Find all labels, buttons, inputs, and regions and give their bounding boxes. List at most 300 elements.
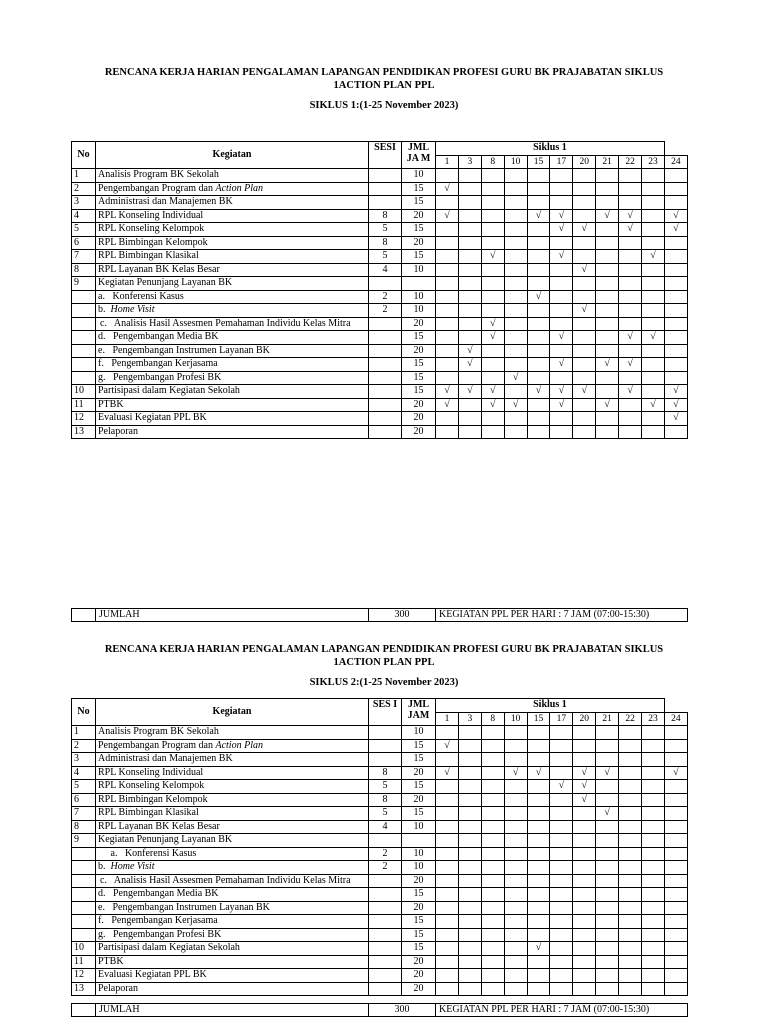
day-cell bbox=[436, 317, 459, 331]
day-cell bbox=[573, 425, 596, 439]
row-number: 9 bbox=[72, 277, 96, 291]
header-day: 17 bbox=[550, 155, 573, 169]
day-cell bbox=[527, 277, 550, 291]
row-number: 13 bbox=[72, 982, 96, 996]
row-activity-label: Analisis Program BK Sekolah bbox=[98, 726, 219, 738]
table-row bbox=[72, 304, 688, 318]
row-activity-label: Kegiatan Penunjang Layanan BK bbox=[98, 277, 233, 289]
day-cell bbox=[619, 317, 642, 331]
row-number: 8 bbox=[72, 820, 96, 834]
table-row bbox=[72, 196, 688, 210]
cycle-1-total-row bbox=[71, 608, 688, 622]
day-cell bbox=[481, 304, 504, 318]
row-sesi bbox=[369, 331, 402, 345]
row-activity-label: RPL Konseling Kelompok bbox=[98, 223, 205, 235]
day-cell bbox=[573, 290, 596, 304]
day-cell bbox=[642, 942, 665, 956]
day-cell bbox=[458, 331, 481, 345]
row-jml-jam bbox=[402, 834, 436, 848]
row-activity bbox=[96, 901, 369, 915]
row-sesi bbox=[369, 874, 402, 888]
day-cell bbox=[550, 317, 573, 331]
row-activity bbox=[96, 861, 369, 875]
row-number: 3 bbox=[72, 196, 96, 210]
day-cell bbox=[619, 982, 642, 996]
day-cell bbox=[481, 358, 504, 372]
row-number bbox=[72, 901, 96, 915]
day-cell bbox=[642, 834, 665, 848]
day-cell bbox=[573, 982, 596, 996]
day-cell bbox=[642, 277, 665, 291]
row-sesi bbox=[369, 371, 402, 385]
day-cell bbox=[642, 820, 665, 834]
day-cell bbox=[664, 304, 687, 318]
row-activity bbox=[96, 982, 369, 996]
day-cell bbox=[504, 928, 527, 942]
table-row bbox=[72, 820, 688, 834]
check-mark-icon: √ bbox=[550, 385, 573, 399]
row-sesi: 8 bbox=[369, 766, 402, 780]
check-mark-icon: √ bbox=[664, 412, 687, 426]
day-cell bbox=[458, 236, 481, 250]
day-cell bbox=[619, 874, 642, 888]
day-cell bbox=[664, 793, 687, 807]
check-mark-icon: √ bbox=[664, 766, 687, 780]
day-cell bbox=[458, 425, 481, 439]
day-cell bbox=[550, 425, 573, 439]
day-cell bbox=[619, 915, 642, 929]
day-cell bbox=[573, 317, 596, 331]
row-jml-jam: 10 bbox=[402, 304, 436, 318]
day-cell bbox=[504, 196, 527, 210]
day-cell bbox=[619, 425, 642, 439]
day-cell bbox=[642, 412, 665, 426]
day-cell bbox=[504, 753, 527, 767]
check-mark-icon: √ bbox=[481, 317, 504, 331]
header-no: No bbox=[72, 142, 96, 169]
day-cell bbox=[481, 915, 504, 929]
table-row bbox=[72, 793, 688, 807]
table-row bbox=[72, 209, 688, 223]
day-cell bbox=[596, 982, 619, 996]
day-cell bbox=[596, 739, 619, 753]
day-cell bbox=[481, 371, 504, 385]
day-cell bbox=[619, 263, 642, 277]
day-cell bbox=[550, 182, 573, 196]
day-cell bbox=[619, 726, 642, 740]
header-day: 24 bbox=[664, 155, 687, 169]
day-cell bbox=[436, 901, 459, 915]
day-cell bbox=[619, 780, 642, 794]
day-cell bbox=[550, 412, 573, 426]
check-mark-icon: √ bbox=[642, 250, 665, 264]
check-mark-icon: √ bbox=[436, 766, 459, 780]
day-cell bbox=[573, 847, 596, 861]
header-day: 17 bbox=[550, 712, 573, 726]
day-cell bbox=[527, 398, 550, 412]
row-sesi: 2 bbox=[369, 290, 402, 304]
day-cell bbox=[504, 955, 527, 969]
day-cell bbox=[436, 250, 459, 264]
day-cell bbox=[642, 169, 665, 183]
row-jml-jam: 15 bbox=[402, 753, 436, 767]
row-activity-label: RPL Bimbingan Klasikal bbox=[98, 807, 199, 819]
day-cell bbox=[481, 290, 504, 304]
header-sesi: SESI bbox=[369, 142, 402, 169]
check-mark-icon: √ bbox=[436, 385, 459, 399]
header-day: 20 bbox=[573, 712, 596, 726]
day-cell bbox=[664, 425, 687, 439]
check-mark-icon: √ bbox=[573, 793, 596, 807]
check-mark-icon: √ bbox=[664, 223, 687, 237]
day-cell bbox=[596, 793, 619, 807]
day-cell bbox=[573, 344, 596, 358]
day-cell bbox=[481, 196, 504, 210]
row-jml-jam: 15 bbox=[402, 739, 436, 753]
row-jml-jam: 15 bbox=[402, 196, 436, 210]
check-mark-icon: √ bbox=[527, 209, 550, 223]
day-cell bbox=[458, 304, 481, 318]
day-cell bbox=[481, 874, 504, 888]
day-cell bbox=[596, 344, 619, 358]
day-cell bbox=[527, 901, 550, 915]
day-cell bbox=[527, 982, 550, 996]
row-activity bbox=[96, 726, 369, 740]
day-cell bbox=[481, 969, 504, 983]
row-sesi: 8 bbox=[369, 209, 402, 223]
header-siklus-group: Siklus 1 bbox=[436, 142, 665, 156]
row-activity bbox=[96, 344, 369, 358]
day-cell bbox=[481, 955, 504, 969]
day-cell bbox=[642, 766, 665, 780]
cycle-2-schedule-table bbox=[71, 698, 688, 996]
day-cell bbox=[458, 982, 481, 996]
day-cell bbox=[481, 263, 504, 277]
day-cell bbox=[504, 412, 527, 426]
row-sesi bbox=[369, 753, 402, 767]
row-jml-jam: 15 bbox=[402, 250, 436, 264]
check-mark-icon: √ bbox=[436, 182, 459, 196]
day-cell bbox=[664, 915, 687, 929]
day-cell bbox=[573, 196, 596, 210]
day-cell bbox=[596, 888, 619, 902]
check-mark-icon: √ bbox=[573, 780, 596, 794]
row-jml-jam: 20 bbox=[402, 969, 436, 983]
day-cell bbox=[527, 726, 550, 740]
row-number: 6 bbox=[72, 236, 96, 250]
day-cell bbox=[573, 820, 596, 834]
row-sesi bbox=[369, 901, 402, 915]
row-sesi: 2 bbox=[369, 304, 402, 318]
day-cell bbox=[458, 955, 481, 969]
day-cell bbox=[504, 739, 527, 753]
cycle-2-title-line1: RENCANA KERJA HARIAN PENGALAMAN LAPANGAN PENDIDIKAN PROFESI GURU BK PRAJABATAN SIKLUS bbox=[104, 644, 664, 655]
row-number: 5 bbox=[72, 223, 96, 237]
day-cell bbox=[436, 196, 459, 210]
day-cell bbox=[619, 169, 642, 183]
day-cell bbox=[527, 169, 550, 183]
row-activity-label: RPL Konseling Kelompok bbox=[98, 780, 205, 792]
check-mark-icon: √ bbox=[596, 807, 619, 821]
row-activity-label: Partisipasi dalam Kegiatan Sekolah bbox=[98, 942, 240, 954]
day-cell bbox=[642, 780, 665, 794]
row-sesi bbox=[369, 196, 402, 210]
day-cell bbox=[550, 344, 573, 358]
check-mark-icon: √ bbox=[619, 223, 642, 237]
check-mark-icon: √ bbox=[573, 766, 596, 780]
check-mark-icon: √ bbox=[619, 209, 642, 223]
row-activity bbox=[96, 358, 369, 372]
day-cell bbox=[642, 928, 665, 942]
row-number bbox=[72, 915, 96, 929]
day-cell bbox=[436, 969, 459, 983]
row-activity-label: PTBK bbox=[98, 398, 124, 410]
row-jml-jam: 20 bbox=[402, 793, 436, 807]
row-activity bbox=[96, 196, 369, 210]
day-cell bbox=[527, 371, 550, 385]
day-cell bbox=[527, 834, 550, 848]
day-cell bbox=[664, 196, 687, 210]
day-cell bbox=[550, 793, 573, 807]
header-jml-jam: JML JAM bbox=[402, 699, 436, 726]
day-cell bbox=[481, 928, 504, 942]
check-mark-icon: √ bbox=[458, 344, 481, 358]
row-activity bbox=[96, 209, 369, 223]
table-row bbox=[72, 250, 688, 264]
day-cell bbox=[436, 793, 459, 807]
day-cell bbox=[458, 807, 481, 821]
row-activity-label: RPL Bimbingan Klasikal bbox=[98, 250, 199, 262]
day-cell bbox=[504, 901, 527, 915]
row-number bbox=[72, 888, 96, 902]
day-cell bbox=[642, 385, 665, 399]
header-day: 1 bbox=[436, 712, 459, 726]
day-cell bbox=[504, 982, 527, 996]
day-cell bbox=[664, 317, 687, 331]
day-cell bbox=[436, 425, 459, 439]
header-day: 22 bbox=[619, 712, 642, 726]
day-cell bbox=[642, 982, 665, 996]
row-activity bbox=[96, 385, 369, 399]
row-sesi bbox=[369, 834, 402, 848]
row-activity-label: d. Pengembangan Media BK bbox=[98, 331, 219, 343]
day-cell bbox=[619, 739, 642, 753]
day-cell bbox=[458, 753, 481, 767]
row-jml-jam: 15 bbox=[402, 807, 436, 821]
day-cell bbox=[642, 739, 665, 753]
row-jml-jam: 20 bbox=[402, 398, 436, 412]
table-row bbox=[72, 807, 688, 821]
day-cell bbox=[550, 290, 573, 304]
header-day: 23 bbox=[642, 712, 665, 726]
day-cell bbox=[458, 928, 481, 942]
day-cell bbox=[481, 982, 504, 996]
row-jml-jam: 10 bbox=[402, 169, 436, 183]
day-cell bbox=[573, 753, 596, 767]
check-mark-icon: √ bbox=[527, 290, 550, 304]
day-cell bbox=[550, 928, 573, 942]
row-activity-label-italic: Home Visit bbox=[110, 861, 155, 873]
day-cell bbox=[504, 942, 527, 956]
day-cell bbox=[436, 290, 459, 304]
day-cell bbox=[527, 861, 550, 875]
header-day: 8 bbox=[481, 155, 504, 169]
row-activity bbox=[96, 928, 369, 942]
row-activity-label-italic: Action Plan bbox=[215, 739, 263, 751]
row-number: 2 bbox=[72, 182, 96, 196]
day-cell bbox=[458, 277, 481, 291]
day-cell bbox=[527, 739, 550, 753]
row-activity bbox=[96, 331, 369, 345]
day-cell bbox=[664, 874, 687, 888]
day-cell bbox=[664, 753, 687, 767]
day-cell bbox=[527, 331, 550, 345]
row-jml-jam: 20 bbox=[402, 766, 436, 780]
header-day: 15 bbox=[527, 712, 550, 726]
day-cell bbox=[596, 726, 619, 740]
row-jml-jam: 15 bbox=[402, 888, 436, 902]
row-sesi bbox=[369, 942, 402, 956]
day-cell bbox=[642, 209, 665, 223]
day-cell bbox=[504, 344, 527, 358]
day-cell bbox=[550, 888, 573, 902]
row-jml-jam: 20 bbox=[402, 236, 436, 250]
table-row bbox=[72, 371, 688, 385]
row-activity bbox=[96, 847, 369, 861]
row-activity bbox=[96, 290, 369, 304]
day-cell bbox=[527, 425, 550, 439]
cycle-2-title bbox=[70, 643, 698, 669]
day-cell bbox=[573, 969, 596, 983]
row-sesi: 5 bbox=[369, 223, 402, 237]
cycle-1-title bbox=[70, 66, 698, 92]
day-cell bbox=[436, 412, 459, 426]
row-jml-jam: 20 bbox=[402, 412, 436, 426]
table-row bbox=[72, 263, 688, 277]
check-mark-icon: √ bbox=[458, 385, 481, 399]
day-cell bbox=[664, 236, 687, 250]
day-cell bbox=[573, 888, 596, 902]
row-activity-label: RPL Konseling Individual bbox=[98, 209, 204, 221]
day-cell bbox=[664, 942, 687, 956]
row-sesi bbox=[369, 928, 402, 942]
day-cell bbox=[619, 290, 642, 304]
row-sesi bbox=[369, 739, 402, 753]
row-activity-label: b. bbox=[98, 861, 111, 873]
day-cell bbox=[481, 236, 504, 250]
day-cell bbox=[596, 277, 619, 291]
day-cell bbox=[504, 317, 527, 331]
day-cell bbox=[436, 982, 459, 996]
day-cell bbox=[504, 915, 527, 929]
day-cell bbox=[596, 182, 619, 196]
day-cell bbox=[458, 766, 481, 780]
day-cell bbox=[664, 780, 687, 794]
row-jml-jam: 10 bbox=[402, 861, 436, 875]
day-cell bbox=[458, 182, 481, 196]
day-cell bbox=[573, 169, 596, 183]
day-cell bbox=[664, 969, 687, 983]
check-mark-icon: √ bbox=[481, 250, 504, 264]
row-number bbox=[72, 928, 96, 942]
row-sesi bbox=[369, 398, 402, 412]
day-cell bbox=[573, 331, 596, 345]
day-cell bbox=[436, 834, 459, 848]
day-cell bbox=[550, 834, 573, 848]
day-cell bbox=[596, 901, 619, 915]
check-mark-icon: √ bbox=[619, 385, 642, 399]
day-cell bbox=[436, 955, 459, 969]
day-cell bbox=[550, 874, 573, 888]
day-cell bbox=[573, 928, 596, 942]
total-note: KEGIATAN PPL PER HARI : 7 JAM (07:00-15:30) bbox=[436, 609, 688, 622]
row-sesi bbox=[369, 344, 402, 358]
day-cell bbox=[550, 196, 573, 210]
day-cell bbox=[527, 263, 550, 277]
day-cell bbox=[573, 398, 596, 412]
day-cell bbox=[573, 739, 596, 753]
day-cell bbox=[619, 847, 642, 861]
day-cell bbox=[436, 807, 459, 821]
day-cell bbox=[664, 739, 687, 753]
day-cell bbox=[481, 888, 504, 902]
row-sesi bbox=[369, 982, 402, 996]
row-sesi: 2 bbox=[369, 861, 402, 875]
row-jml-jam: 15 bbox=[402, 942, 436, 956]
day-cell bbox=[527, 955, 550, 969]
table-row bbox=[72, 425, 688, 439]
day-cell bbox=[596, 371, 619, 385]
day-cell bbox=[619, 807, 642, 821]
row-number bbox=[72, 304, 96, 318]
check-mark-icon: √ bbox=[664, 398, 687, 412]
check-mark-icon: √ bbox=[436, 739, 459, 753]
day-cell bbox=[481, 344, 504, 358]
row-number: 7 bbox=[72, 807, 96, 821]
day-cell bbox=[642, 182, 665, 196]
row-activity bbox=[96, 807, 369, 821]
row-activity bbox=[96, 915, 369, 929]
day-cell bbox=[527, 236, 550, 250]
day-cell bbox=[481, 780, 504, 794]
row-sesi: 5 bbox=[369, 807, 402, 821]
row-sesi: 4 bbox=[369, 263, 402, 277]
row-sesi bbox=[369, 955, 402, 969]
row-jml-jam: 15 bbox=[402, 223, 436, 237]
header-sesi: SES I bbox=[369, 699, 402, 726]
day-cell bbox=[573, 236, 596, 250]
header-jml-jam: JML JA M bbox=[402, 142, 436, 169]
day-cell bbox=[481, 223, 504, 237]
day-cell bbox=[504, 331, 527, 345]
cycle-1-subtitle: SIKLUS 1:(1-25 November 2023) bbox=[309, 100, 459, 111]
row-number bbox=[72, 847, 96, 861]
row-activity bbox=[96, 371, 369, 385]
day-cell bbox=[481, 182, 504, 196]
day-cell bbox=[664, 982, 687, 996]
table-row bbox=[72, 942, 688, 956]
row-activity-label: Pelaporan bbox=[98, 425, 138, 437]
day-cell bbox=[573, 412, 596, 426]
day-cell bbox=[436, 358, 459, 372]
table-row bbox=[72, 223, 688, 237]
day-cell bbox=[481, 861, 504, 875]
day-cell bbox=[664, 290, 687, 304]
table-row bbox=[72, 182, 688, 196]
check-mark-icon: √ bbox=[436, 209, 459, 223]
day-cell bbox=[642, 915, 665, 929]
table-row bbox=[72, 398, 688, 412]
